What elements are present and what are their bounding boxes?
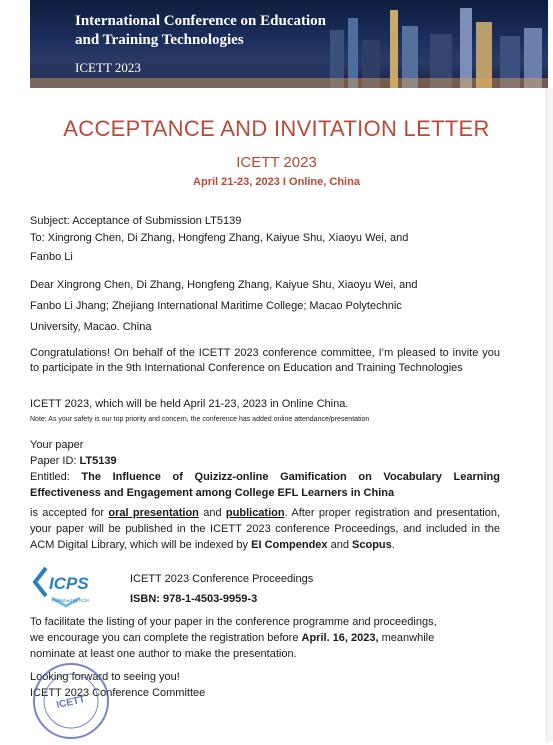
letter-title: ACCEPTANCE AND INVITATION LETTER: [63, 116, 490, 141]
committee-stamp: [28, 660, 114, 740]
icps-logo: [32, 562, 90, 608]
and-text: and: [203, 507, 222, 519]
entitled-line: [30, 469, 500, 501]
registration-paragraph: [30, 614, 500, 662]
acceptance-paragraph: [30, 505, 500, 553]
dear-line2: Fanbo Li Jhang; Zhejiang International Maritime College; Macao Polytechnic: [30, 300, 402, 312]
safety-note: Note: As your safety is our top priority and concern, the conference has added online attendance/presentation: [30, 416, 370, 423]
your-paper: Your paper: [30, 439, 84, 451]
entitled-label: Entitled:: [30, 471, 70, 483]
dear-line3: University, Macao. China: [30, 321, 152, 333]
paper-block: [30, 437, 500, 501]
facilitate-post: meanwhile: [381, 632, 435, 644]
signature: ICETT 2023 Conference Committee: [30, 687, 206, 699]
proceedings-block: [130, 569, 510, 609]
banner-title-line1: International Conference on Education: [75, 13, 326, 29]
congrats-paragraph: Congratulations! On behalf of the ICETT 2023 conference committee, I’m pleased to invite you to participate in the 9th International Conference on Education and Training Technologies: [30, 347, 500, 374]
accepted-prefix: is accepted for: [30, 507, 105, 519]
scopus: Scopus: [352, 539, 392, 551]
held-line: ICETT 2023, which will be held April 21-23, 2023 in Online China.: [30, 398, 349, 410]
icps-logo-text: ICPS: [49, 574, 89, 593]
facilitate-line3: nominate at least one author to make the presentation.: [30, 648, 297, 660]
banner-acronym: ICETT 2023: [75, 60, 141, 75]
paper-id: LT5139: [79, 455, 117, 467]
publication: publication: [225, 507, 285, 519]
closing-line: Looking forward to seeing you!: [30, 671, 180, 683]
banner-title-line2: and Training Technologies: [75, 32, 244, 48]
facilitate-pre: we encourage you can complete the registration before: [30, 632, 299, 644]
proceedings-title: ICETT 2023 Conference Proceedings: [130, 573, 314, 585]
facilitate-line1: To facilitate the listing of your paper in the conference programme and proceedings,: [30, 616, 437, 628]
conference-name: ICETT 2023: [236, 154, 317, 171]
to-line-cont: Fanbo Li: [30, 251, 73, 263]
dear-line1: Dear Xingrong Chen, Di Zhang, Hongfeng Zhang, Kaiyue Shu, Xiaoyu Wei, and: [30, 279, 418, 291]
stamp-text: ICETT: [55, 694, 87, 711]
salutation: [30, 275, 500, 338]
registration-deadline: April. 16, 2023,: [301, 632, 379, 644]
period: .: [391, 539, 395, 551]
banner-title: [75, 12, 326, 50]
isbn: ISBN: 978-1-4503-9959-3: [130, 593, 258, 605]
icps-logo-subtext: Published by ACM: [52, 598, 89, 603]
paper-title: The Influence of Quizizz-online Gamification on Vocabulary Learning Effectiveness and Engagement among College EFL Learners in China: [30, 471, 500, 499]
paper-id-label: Paper ID:: [30, 455, 77, 467]
ei-compendex: EI Compendex: [251, 539, 328, 551]
date-location: April 21-23, 2023 I Online, China: [193, 176, 360, 188]
oral-presentation: oral presentation: [108, 507, 199, 519]
conference-banner: [30, 0, 548, 88]
paper-id-line: [30, 453, 500, 469]
subject-block: [30, 213, 500, 266]
subject-line: Subject: Acceptance of Submission LT5139: [30, 215, 242, 227]
to-line: To: Xingrong Chen, Di Zhang, Hongfeng Zhang, Kaiyue Shu, Xiaoyu Wei, and: [30, 232, 409, 244]
facilitate-line2: [30, 630, 500, 646]
accepted-rest: . After proper registration and presentation, your paper will be published in the ICETT 2023 conference Proceedings, and included in the ACM Digital Library, which will be indexed by: [30, 507, 501, 551]
and-text-2: and: [330, 539, 349, 551]
